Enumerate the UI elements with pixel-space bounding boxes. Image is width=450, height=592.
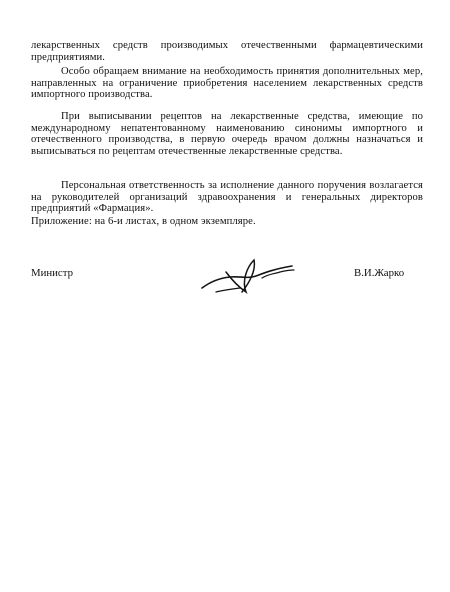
paragraph-continuation: лекарственных средств производимых отечественными фармацевтическими предприятиями. xyxy=(31,40,423,63)
paragraph-attachment: Приложение: на 6-и листах, в одном экземпляре. xyxy=(31,216,256,227)
handwritten-signature-icon xyxy=(196,252,300,300)
paragraph-prescriptions: При выписывании рецептов на лекарственные средства, имеющие по международному непатентованному наименованию синонимы импортного и отечественного производства, в первую очередь врачом должны назначаться и выписываться по рецептам отечественные лекарственные средства. xyxy=(31,111,423,157)
paragraph-additional-measures: Особо обращаем внимание на необходимость принятия дополнительных мер, направленных на ограничение приобретения населением лекарственных средств импортного производства. xyxy=(31,66,423,101)
paragraph-responsibility: Персональная ответственность за исполнение данного поручения возлагается на руководителей организаций здравоохранения и генеральных директоров предприятий «Фармация». xyxy=(31,180,423,215)
signatory-position: Министр xyxy=(31,267,73,279)
signatory-name: В.И.Жарко xyxy=(354,267,405,279)
